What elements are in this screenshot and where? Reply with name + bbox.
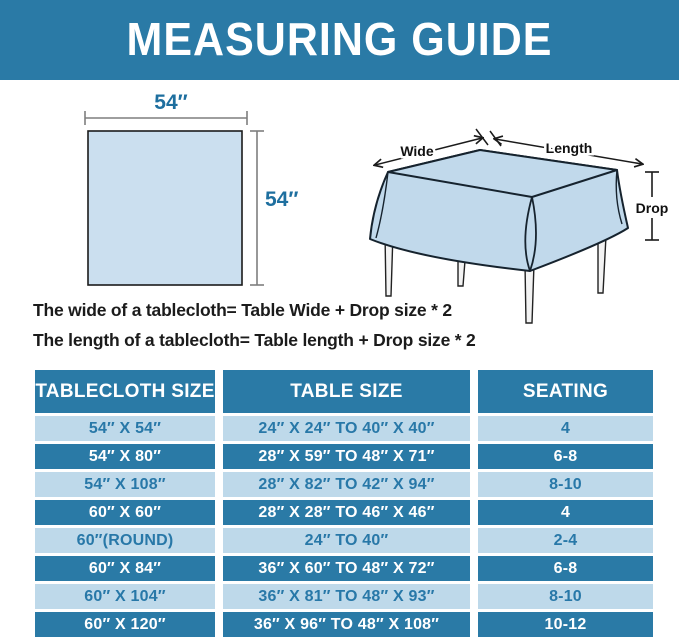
table-row — [35, 584, 653, 609]
seating-cell: 10-12 — [478, 612, 653, 637]
length-formula: The length of a tablecloth= Table length + Drop size * 2 — [33, 330, 476, 350]
title-band — [0, 0, 679, 80]
seating-cell: 4 — [478, 416, 653, 441]
square-cloth-shape — [88, 131, 242, 285]
seating-cell: 6-8 — [478, 444, 653, 469]
table-size-cell: 36″ X 60″ TO 48″ X 72″ — [223, 556, 470, 581]
table-size-cell: 36″ X 96″ TO 48″ X 108″ — [223, 612, 470, 637]
tablecloth-size-cell: 60″(ROUND) — [35, 528, 215, 553]
table-size-cell: 28″ X 59″ TO 48″ X 71″ — [223, 444, 470, 469]
tablecloth-size-cell: 54″ X 54″ — [35, 416, 215, 441]
length-label: Length — [545, 140, 593, 156]
tablecloth-size-cell: 60″ X 120″ — [35, 612, 215, 637]
table-row — [35, 416, 653, 441]
seating-cell: 8-10 — [478, 472, 653, 497]
table-row — [35, 444, 653, 469]
header-table-size: TABLE SIZE — [223, 370, 470, 413]
drop-dimension — [636, 172, 669, 240]
height-dimension-label: 54″ — [265, 188, 299, 211]
width-dimension-label: 54″ — [154, 91, 188, 114]
tablecloth-size-cell: 60″ X 104″ — [35, 584, 215, 609]
table-row — [35, 612, 653, 637]
tablecloth-size-cell: 60″ X 60″ — [35, 500, 215, 525]
square-tablecloth-diagram — [55, 85, 305, 297]
height-dimension-line — [250, 131, 264, 285]
wide-formula: The wide of a tablecloth= Table Wide + Drop size * 2 — [33, 300, 452, 320]
table-header-row — [35, 370, 653, 413]
header-seating: SEATING — [478, 370, 653, 413]
table-size-cell: 28″ X 28″ TO 46″ X 46″ — [223, 500, 470, 525]
seating-cell: 8-10 — [478, 584, 653, 609]
page-title: MEASURING GUIDE — [126, 13, 553, 66]
table-size-cell: 28″ X 82″ TO 42″ X 94″ — [223, 472, 470, 497]
size-chart-table — [35, 370, 653, 637]
seating-cell: 2-4 — [478, 528, 653, 553]
seating-cell: 6-8 — [478, 556, 653, 581]
table-size-cell: 24″ X 24″ TO 40″ X 40″ — [223, 416, 470, 441]
wide-label: Wide — [400, 143, 434, 159]
table-row — [35, 528, 653, 553]
tablecloth-size-cell: 54″ X 108″ — [35, 472, 215, 497]
drop-label: Drop — [635, 200, 669, 216]
table-row — [35, 500, 653, 525]
header-tablecloth-size: TABLECLOTH SIZE — [35, 370, 215, 413]
table-size-cell: 36″ X 81″ TO 48″ X 93″ — [223, 584, 470, 609]
tablecloth-size-cell: 60″ X 84″ — [35, 556, 215, 581]
table-size-cell: 24″ TO 40″ — [223, 528, 470, 553]
table-row — [35, 556, 653, 581]
table-row — [35, 472, 653, 497]
seating-cell: 4 — [478, 500, 653, 525]
tablecloth-size-cell: 54″ X 80″ — [35, 444, 215, 469]
draped-table-diagram — [345, 98, 679, 328]
